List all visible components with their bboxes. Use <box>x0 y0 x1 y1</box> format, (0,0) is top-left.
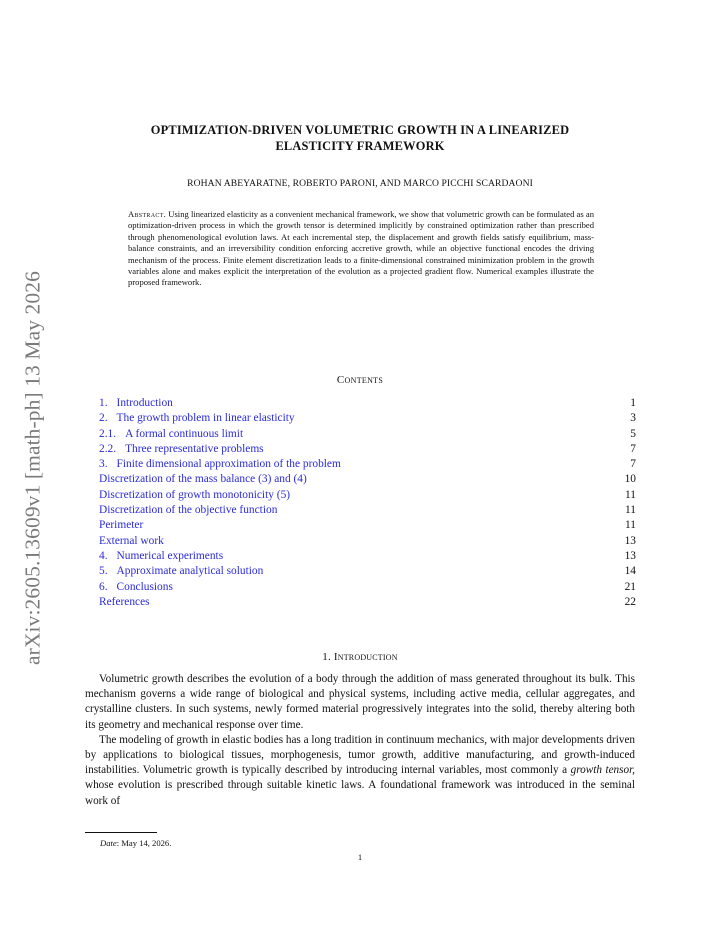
toc-link[interactable] <box>99 595 150 610</box>
toc-entry-page: 14 <box>624 565 636 578</box>
toc-link[interactable] <box>99 534 164 549</box>
toc-entry-title: Approximate analytical solution <box>116 565 264 578</box>
toc-link[interactable] <box>99 580 173 595</box>
footnote-label: Date <box>100 838 117 848</box>
section-heading <box>100 651 620 663</box>
toc-entry[interactable] <box>99 411 636 426</box>
toc-link[interactable] <box>99 549 223 564</box>
footnote-value: : May 14, 2026. <box>116 838 172 848</box>
toc-entry-page: 11 <box>625 504 636 517</box>
toc-entry-page: 11 <box>625 488 636 501</box>
table-of-contents <box>99 396 636 610</box>
toc-entry-page: 1 <box>630 397 636 409</box>
toc-entry-title: Finite dimensional approximation of the problem <box>116 458 341 471</box>
paragraph-2 <box>85 733 635 809</box>
toc-entry-page: 5 <box>630 427 636 440</box>
footnote-rule <box>85 832 157 833</box>
toc-entry-page: 7 <box>630 442 636 455</box>
toc-entry[interactable] <box>99 534 636 549</box>
arxiv-identifier: arXiv:2605.13609v1 [math-ph] 13 May 2026 <box>20 270 45 665</box>
toc-entry[interactable] <box>99 457 636 472</box>
title-line-2: ELASTICITY FRAMEWORK <box>275 139 445 153</box>
toc-entry-title: Discretization of growth monotonicity (5) <box>99 488 291 501</box>
toc-entry[interactable] <box>99 503 636 518</box>
toc-entry[interactable] <box>99 564 636 579</box>
toc-entry[interactable] <box>99 427 636 442</box>
toc-entry-page: 10 <box>624 473 636 486</box>
contents-heading: Contents <box>336 374 384 386</box>
toc-entry[interactable] <box>99 518 636 533</box>
toc-entry-title: Discretization of the objective function <box>99 504 278 517</box>
toc-entry[interactable] <box>99 442 636 457</box>
toc-entry-title: External work <box>99 534 164 547</box>
paragraph-1: Volumetric growth describes the evolution of a body through the addition of mass generated throughout its bulk. This mechanism governs a wide range of biological and physical systems, including active media, cellular aggregates, and crystalline clusters. In such systems, newly formed material progressively integrates into the solid, thereby altering both its geometry and mechanical response over time. <box>85 673 635 731</box>
toc-entry-page: 11 <box>625 519 636 532</box>
toc-entry-number: 2. <box>99 412 108 425</box>
toc-link[interactable] <box>99 488 290 503</box>
paragraph-2-emphasis: growth tensor, <box>570 764 635 777</box>
abstract-label: Abstract. <box>128 209 167 219</box>
toc-entry-title: Perimeter <box>99 519 144 532</box>
toc-entry[interactable] <box>99 396 636 411</box>
footnote <box>100 838 171 848</box>
toc-entry-number: 6. <box>99 580 108 593</box>
arxiv-sidebar <box>20 245 46 690</box>
toc-entry-page: 13 <box>624 534 636 547</box>
toc-entry-number: 2.2. <box>99 442 117 455</box>
abstract <box>128 209 594 289</box>
author-list: ROHAN ABEYARATNE, ROBERTO PARONI, AND MARCO PICCHI SCARDAONI <box>187 178 533 189</box>
toc-entry-number: 3. <box>99 458 108 471</box>
toc-link[interactable] <box>99 442 264 457</box>
page-number: 1 <box>357 852 363 862</box>
toc-link[interactable] <box>99 472 307 487</box>
toc-entry-title: A formal continuous limit <box>125 427 244 440</box>
toc-entry[interactable] <box>99 488 636 503</box>
paper-title <box>100 122 620 154</box>
toc-entry-title: Introduction <box>116 397 173 409</box>
toc-entry-number: 4. <box>99 549 108 562</box>
toc-entry-title: Three representative problems <box>125 442 264 455</box>
toc-entry[interactable] <box>99 472 636 487</box>
toc-entry-page: 22 <box>624 595 636 608</box>
toc-entry[interactable] <box>99 595 636 610</box>
toc-link[interactable] <box>99 503 277 518</box>
toc-entry-title: References <box>99 595 150 608</box>
toc-link[interactable] <box>99 427 243 442</box>
toc-link[interactable] <box>99 518 143 533</box>
toc-entry-page: 7 <box>630 458 636 471</box>
toc-link[interactable] <box>99 457 341 472</box>
toc-entry-title: The growth problem in linear elasticity <box>116 412 295 425</box>
abstract-text: Using linearized elasticity as a convenient mechanical framework, we show that volumetric growth can be formulated as an optimization-driven process in which the growth tensor is determined implicitly by constrained optimization rather than prescribed through phenomenological evolution laws. At each incremental step, the displacement and growth fields satisfy equilibrium, mass-balance constraints, and an irreversibility condition enforcing accretive growth, while an objective functional encodes the driving mechanism of the process. Finite element discretization leads to a finite-dimensional constrained minimization problem in the growth variables alone and makes explicit the interpretation of the evolution as a projected gradient flow. Numerical examples illustrate the proposed framework. <box>128 209 594 288</box>
toc-entry[interactable] <box>99 580 636 595</box>
toc-link[interactable] <box>99 411 295 426</box>
toc-entry-title: Conclusions <box>116 580 173 593</box>
toc-entry-title: Discretization of the mass balance (3) and (4) <box>99 473 307 486</box>
toc-entry-page: 3 <box>630 412 636 425</box>
title-line-1: OPTIMIZATION-DRIVEN VOLUMETRIC GROWTH IN A LINEARIZED <box>150 123 570 137</box>
toc-entry-page: 13 <box>624 549 636 562</box>
paragraph-2-part-1: The modeling of growth in elastic bodies has a long tradition in continuum mechanics, with major developments driven by applications to biological tissues, morphogenesis, tumor growth, additive manufacturing, and growth-induced instabilities. Volumetric growth is typically described by introducing internal variables, most commonly a <box>85 733 635 777</box>
section-title: Introduction <box>333 651 398 663</box>
toc-entry-page: 21 <box>624 580 636 593</box>
toc-link[interactable] <box>99 564 263 579</box>
toc-entry-title: Numerical experiments <box>116 549 224 562</box>
section-number: 1. <box>322 651 331 663</box>
toc-entry-number: 5. <box>99 565 108 578</box>
toc-link[interactable] <box>99 396 173 411</box>
paragraph-2-part-2: whose evolution is prescribed through suitable kinetic laws. A foundational framework was introduced in the seminal work of <box>85 779 635 807</box>
toc-entry-number: 2.1. <box>99 427 117 440</box>
toc-entry-number: 1. <box>99 397 108 409</box>
body-text <box>85 672 635 809</box>
toc-entry[interactable] <box>99 549 636 564</box>
